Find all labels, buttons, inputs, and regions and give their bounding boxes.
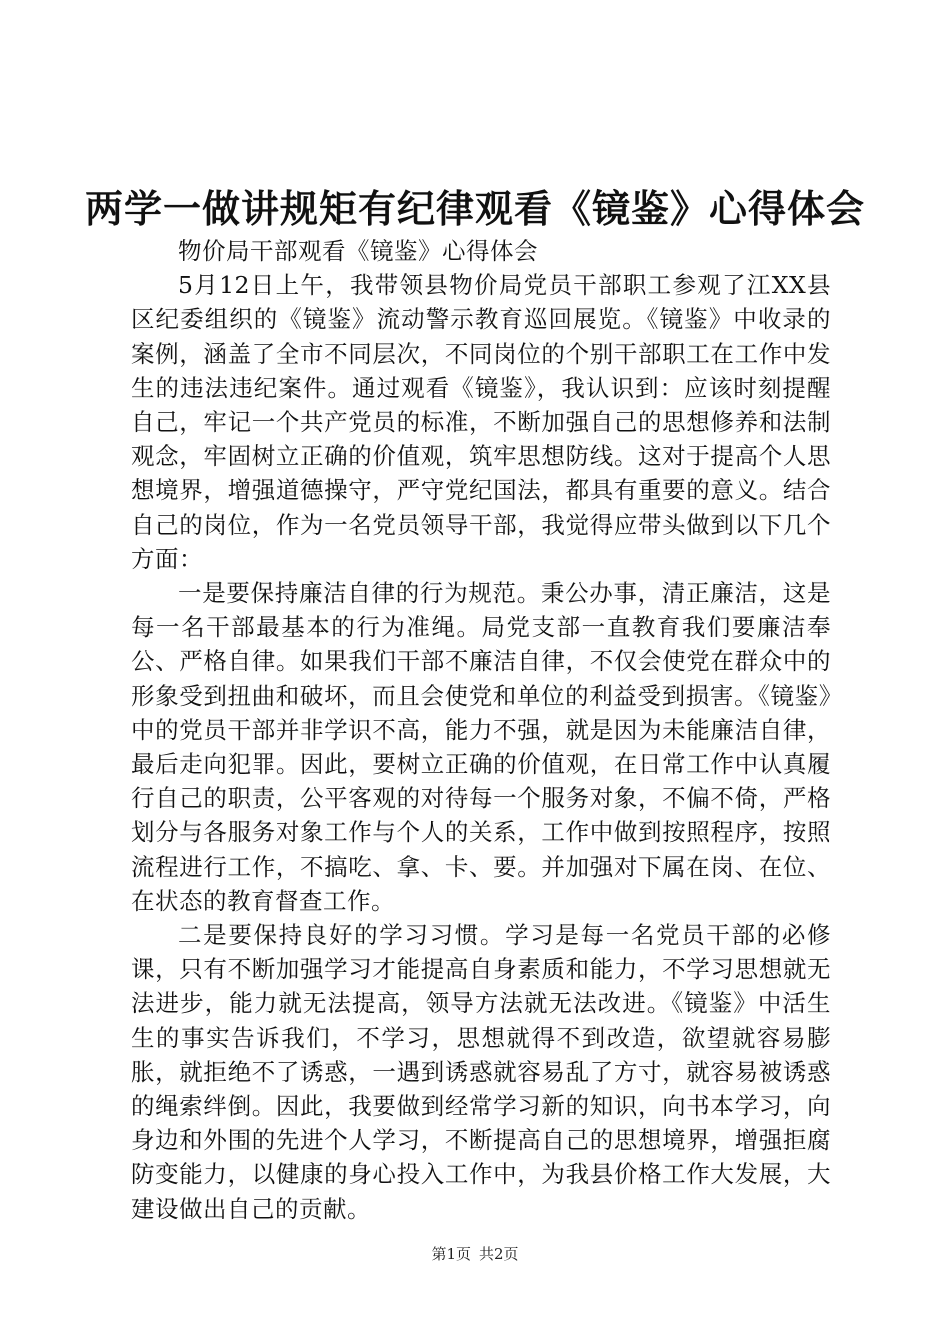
document-body	[131, 234, 831, 1226]
paragraph-point-one: 一是要保持廉洁自律的行为规范。秉公办事，清正廉洁，这是每一名干部最基本的行为准绳。局党支部一直教育我们要廉洁奉公、严格自律。如果我们干部不廉洁自律，不仅会使党在群众中的形象受到扭曲和破坏，而且会使党和单位的利益受到损害。《镜鉴》中的党员干部并非学识不高，能力不强，就是因为未能廉洁自律，最后走向犯罪。因此，要树立正确的价值观，在日常工作中认真履行自己的职责，公平客观的对待每一个服务对象，不偏不倚，严格划分与各服务对象工作与个人的关系，工作中做到按照程序，按照流程进行工作，不搞吃、拿、卡、要。并加强对下属在岗、在位、在状态的教育督查工作。	[131, 579, 831, 915]
paragraph-intro: 5月12日上午，我带领县物价局党员干部职工参观了江XX县区纪委组织的《镜鉴》流动警示教育巡回展览。《镜鉴》中收录的案例，涵盖了全市不同层次，不同岗位的个别干部职工在工作中发生的违法违纪案件。通过观看《镜鉴》，我认识到：应该时刻提醒自己，牢记一个共产党员的标准，不断加强自己的思想修养和法制观念，牢固树立正确的价值观，筑牢思想防线。这对于提高个人思想境界，增强道德操守，严守党纪国法，都具有重要的意义。结合自己的岗位，作为一名党员领导干部，我觉得应带头做到以下几个方面：	[131, 271, 831, 573]
paragraph-point-two: 二是要保持良好的学习习惯。学习是每一名党员干部的必修课，只有不断加强学习才能提高自身素质和能力，不学习思想就无法进步，能力就无法提高，领导方法就无法改进。《镜鉴》中活生生的事实告诉我们，不学习，思想就得不到改造，欲望就容易膨胀，就拒绝不了诱惑，一遇到诱惑就容易乱了方寸，就容易被诱惑的绳索绊倒。因此，我要做到经常学习新的知识，向书本学习，向身边和外围的先进个人学习，不断提高自己的思想境界，增强拒腐防变能力，以健康的身心投入工作中，为我县价格工作大发展，大建设做出自己的贡献。	[131, 921, 831, 1223]
document-subtitle: 物价局干部观看《镜鉴》心得体会	[178, 237, 538, 265]
page-total: 共2页	[479, 1245, 519, 1263]
page-footer	[0, 1244, 950, 1264]
document-title: 两学一做讲规矩有纪律观看《镜鉴》心得体会	[84, 186, 865, 231]
page-number: 第1页	[431, 1245, 471, 1263]
